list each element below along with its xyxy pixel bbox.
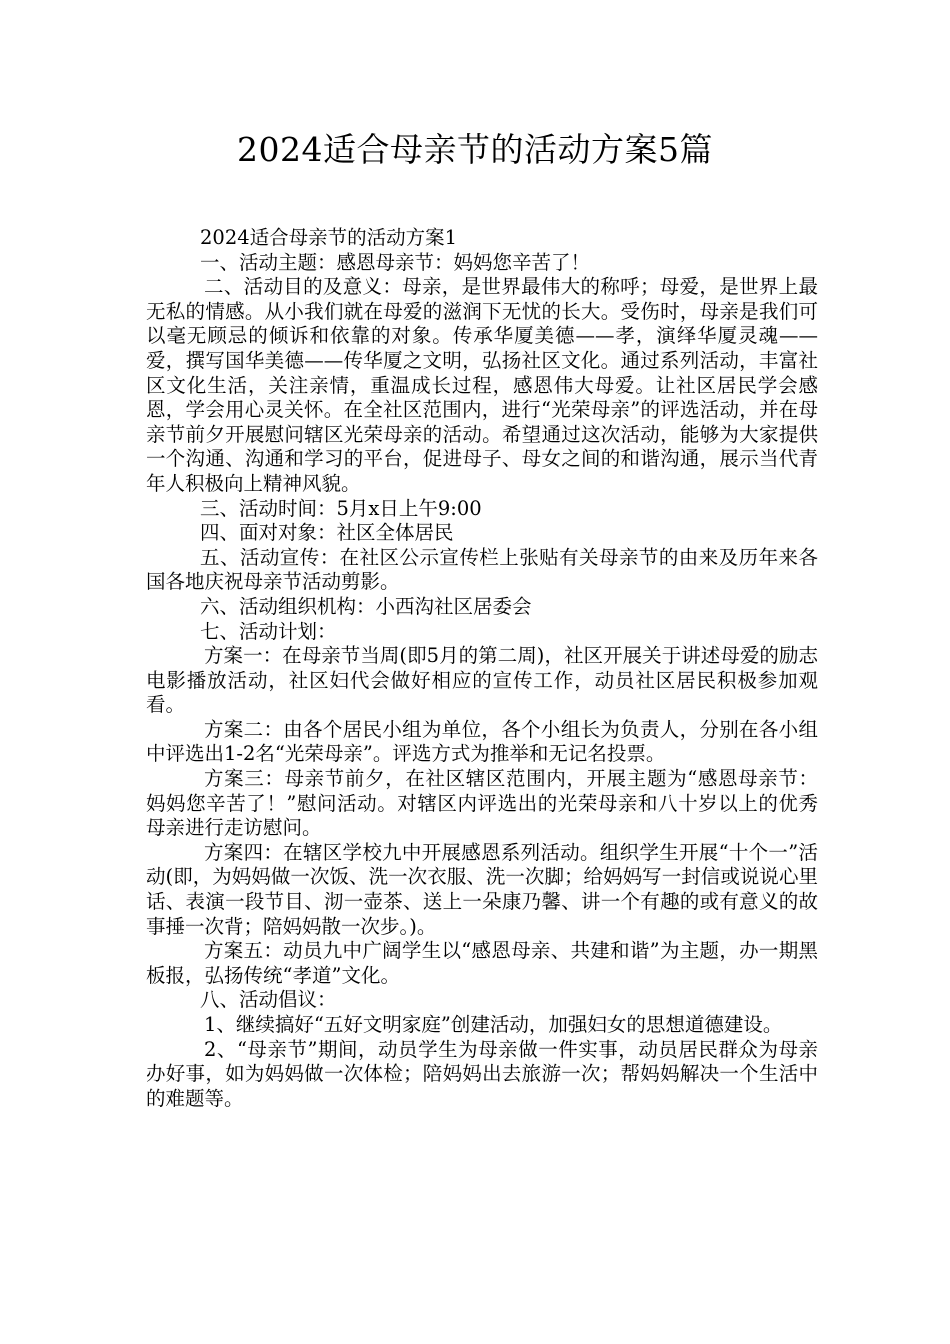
paragraph: 方案二：由各个居民小组为单位，各个小组长为负责人，分别在各小组中评选出1-2名“光荣母亲”。评选方式为推举和无记名投票。 — [146, 717, 818, 766]
paragraph: 三、活动时间：5月x日上午9:00 — [200, 496, 482, 520]
document-body — [146, 226, 818, 1111]
paragraph: 六、活动组织机构：小西沟社区居委会 — [200, 594, 532, 618]
paragraph: 2、“母亲节”期间，动员学生为母亲做一件实事，动员居民群众为母亲办好事，如为妈妈做一次体检；陪妈妈出去旅游一次；帮妈妈解决一个生活中的难题等。 — [146, 1037, 818, 1110]
paragraph: 二、活动目的及意义：母亲，是世界最伟大的称呼；母爱，是世界上最无私的情感。从小我们就在母爱的滋润下无忧的长大。受伤时，母亲是我们可以毫无顾忌的倾诉和依靠的对象。传承华厦美德——孝，演绎华厦灵魂——爱，撰写国华美德——传华厦之文明，弘扬社区文化。通过系列活动，丰富社区文化生活，关注亲情，重温成长过程，感恩伟大母爱。让社区居民学会感恩，学会用心灵关怀。在全社区范围内，进行“光荣母亲”的评选活动，并在母亲节前夕开展慰问辖区光荣母亲的活动。希望通过这次活动，能够为大家提供一个沟通、沟通和学习的平台，促进母子、母女之间的和谐沟通，展示当代青年人积极向上精神风貌。 — [146, 275, 818, 495]
paragraph: 方案三：母亲节前夕，在社区辖区范围内，开展主题为“感恩母亲节：妈妈您辛苦了！”慰问活动。对辖区内评选出的光荣母亲和八十岁以上的优秀母亲进行走访慰问。 — [146, 767, 818, 840]
paragraph: 一、活动主题：感恩母亲节：妈妈您辛苦了！ — [200, 250, 591, 274]
paragraph: 五、活动宣传：在社区公示宣传栏上张贴有关母亲节的由来及历年来各国各地庆祝母亲节活动剪影。 — [146, 545, 818, 594]
paragraph: 方案一：在母亲节当周(即5月的第二周)，社区开展关于讲述母爱的励志电影播放活动，社区妇代会做好相应的宣传工作，动员社区居民积极参加观看。 — [146, 644, 818, 717]
paragraph: 七、活动计划： — [200, 619, 337, 643]
paragraph: 2024适合母亲节的活动方案1 — [200, 226, 458, 249]
paragraph: 方案四：在辖区学校九中开展感恩系列活动。组织学生开展“十个一”活动(即，为妈妈做一次饭、洗一次衣服、洗一次脚；给妈妈写一封信或说说心里话、表演一段节目、沏一壶茶、送上一朵康乃馨、讲一个有趣的或有意义的故事捶一次背；陪妈妈散一次步。)。 — [146, 840, 818, 938]
paragraph: 四、面对对象：社区全体居民 — [200, 521, 454, 545]
paragraph: 八、活动倡议： — [200, 988, 337, 1012]
paragraph: 方案五：动员九中广阔学生以“感恩母亲、共建和谐”为主题，办一期黑板报，弘扬传统“孝道”文化。 — [146, 939, 818, 987]
document-title: 2024适合母亲节的活动方案5篇 — [237, 130, 713, 169]
paragraph: 1、继续搞好“五好文明家庭”创建活动，加强妇女的思想道德建设。 — [204, 1013, 783, 1036]
